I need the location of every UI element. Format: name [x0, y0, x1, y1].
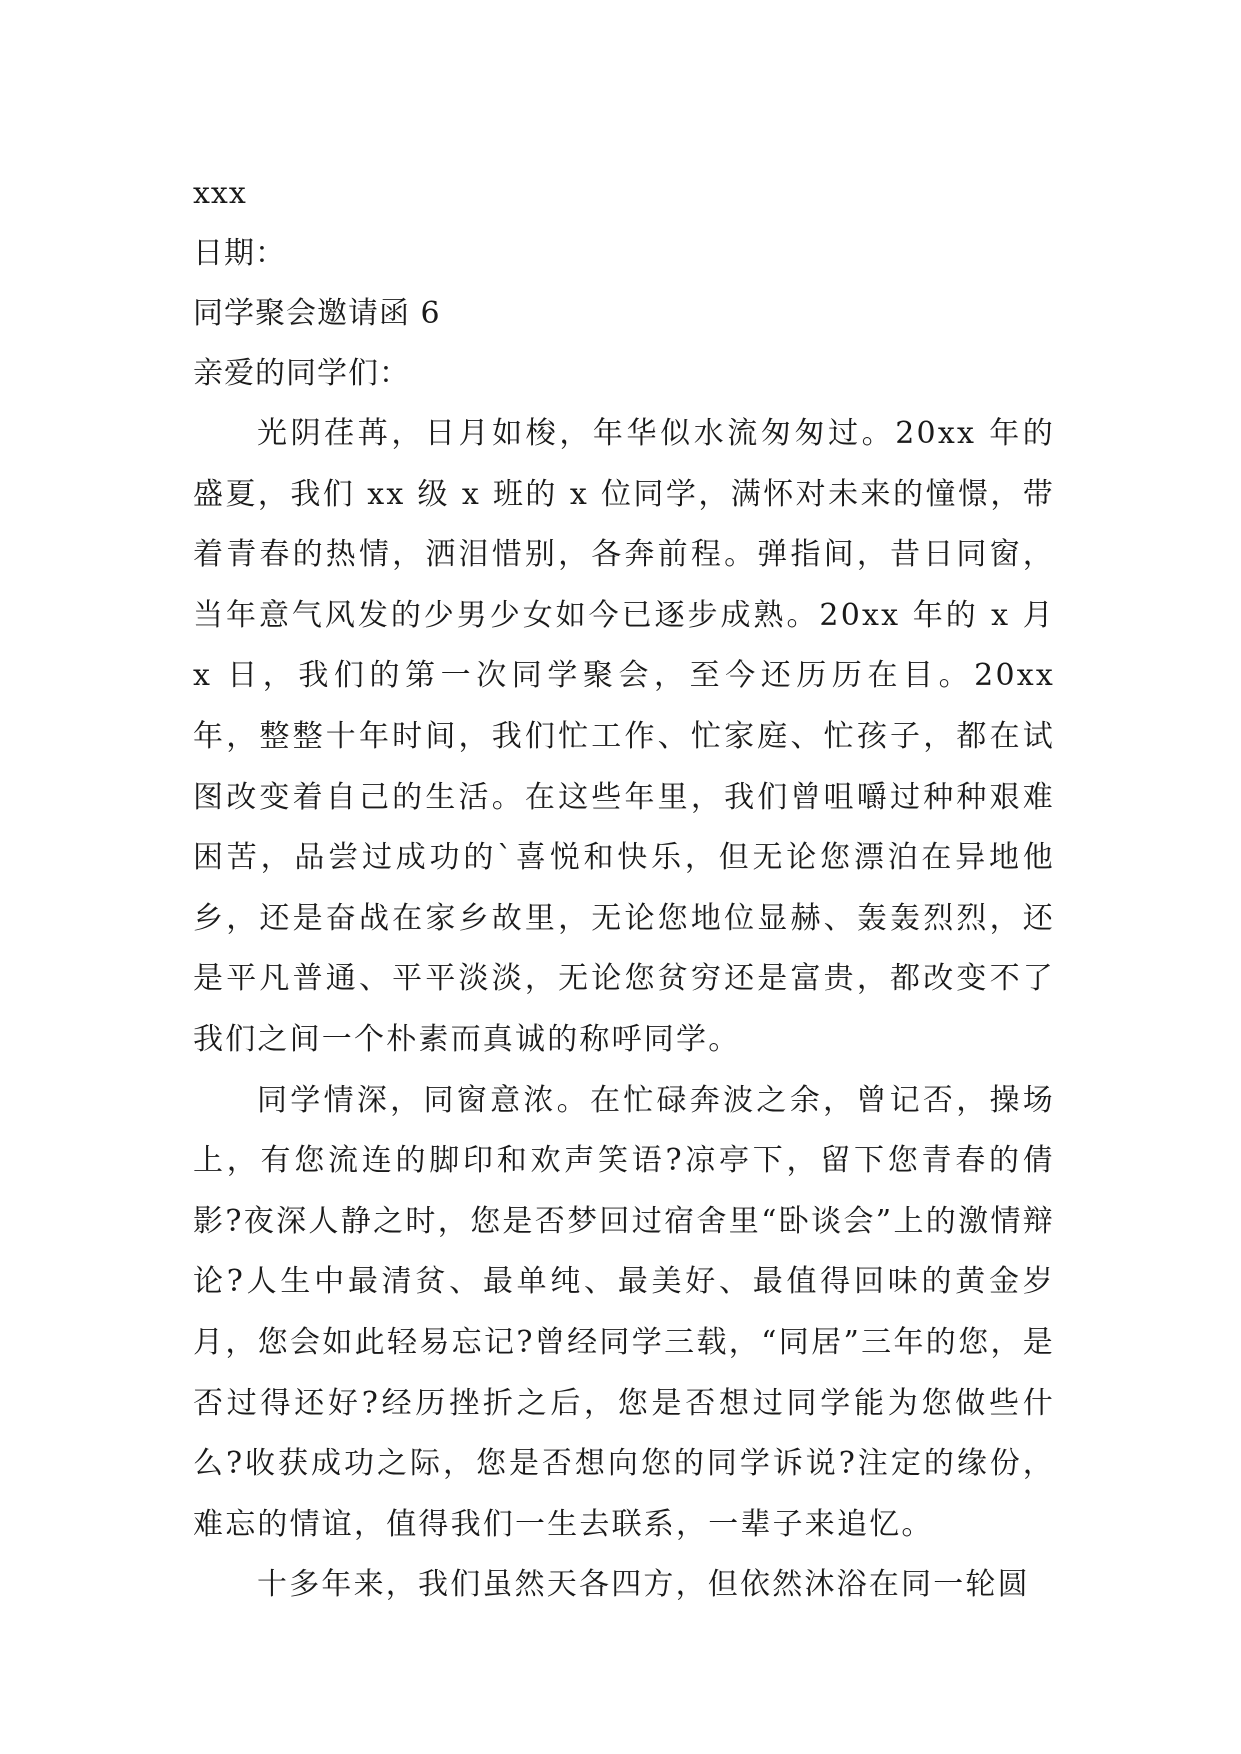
document-content [193, 164, 1055, 1616]
paragraph-3: 十多年来，我们虽然天各四方，但依然沐浴在同一轮圆 [257, 1567, 1030, 1603]
salutation: 亲爱的同学们： [193, 356, 410, 391]
document-title: 同学聚会邀请函 6 [193, 296, 441, 331]
paragraph-2: 同学情深，同窗意浓。在忙碌奔波之余，曾记否，操场上，有您流连的脚印和欢声笑语?凉亭下，留下您青春的倩影?夜深人静之时，您是否梦回过宿舍里“卧谈会”上的激情辩论?人生中最清贫、最单纯、最美好、最值得回味的黄金岁月，您会如此轻易忘记?曾经同学三载，“同居”三年的您，是否过得还好?经历挫折之后，您是否想过同学能为您做些什么?收获成功之际，您是否想向您的同学诉说?注定的缘份，难忘的情谊，值得我们一生去联系，一辈子来追忆。 [193, 1082, 1055, 1542]
date-label: 日期： [193, 236, 286, 271]
paragraph-1: 光阴荏苒，日月如梭，年华似水流匆匆过。20xx 年的盛夏，我们 xx 级 x 班的 x 位同学，满怀对未来的憧憬，带着青春的热情，洒泪惜别，各奔前程。弹指间，昔日同窗，当年意气风发的少男少女如今已逐步成熟。20xx 年的 x 月 x 日，我们的第一次同学聚会，至今还历历在目。20xx 年，整整十年时间，我们忙工作、忙家庭、忙孩子，都在试图改变着自己的生活。在这些年里，我们曾咀嚼过种种艰难困苦，品尝过成功的`喜悦和快乐，但无论您漂泊在异地他乡，还是奋战在家乡故里，无论您地位显赫、轰轰烈烈，还是平凡普通、平平淡淡，无论您贫穷还是富贵，都改变不了我们之间一个朴素而真诚的称呼同学。 [193, 416, 1055, 1057]
sender-name: xxx [193, 176, 247, 211]
